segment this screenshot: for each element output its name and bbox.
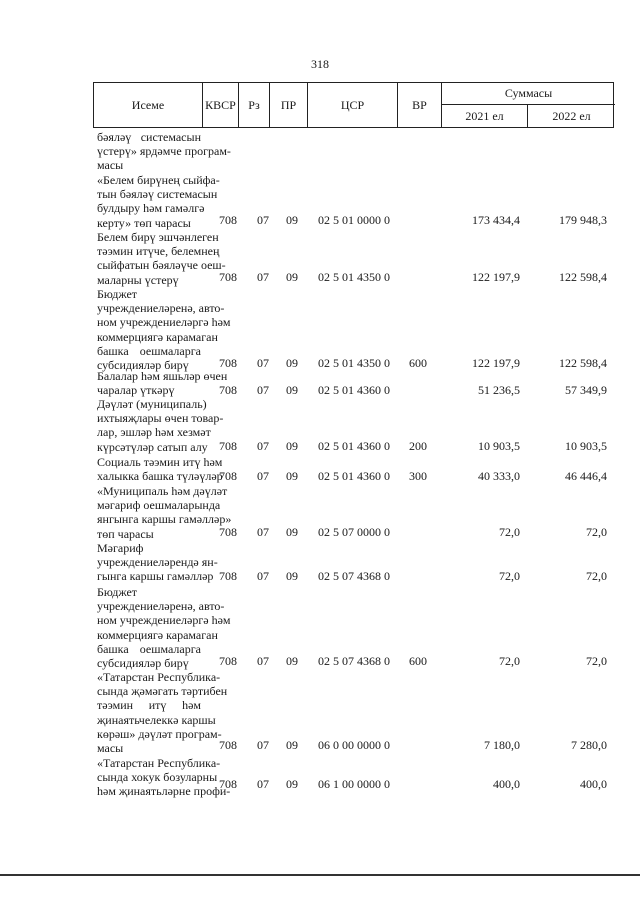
cell-kvsr: 708 <box>219 383 237 397</box>
row-name: «Белем бирүнең сыйфа- тын бәяләү системасын булдыру һәм гамәлгә керту» төп чарасы <box>97 173 220 230</box>
header-vr: ВР <box>398 83 442 127</box>
cell-kvsr: 708 <box>219 270 237 284</box>
page-number: 318 <box>311 57 329 71</box>
cell-2022: 57 349,9 <box>565 383 607 397</box>
cell-csr: 02 5 01 4360 0 <box>318 469 390 483</box>
cell-2021: 7 180,0 <box>484 738 520 752</box>
cell-rz: 07 <box>257 270 269 284</box>
cell-pr: 09 <box>286 213 298 227</box>
cell-rz: 07 <box>257 356 269 370</box>
row-name: Мәгариф учреждениеләрендә ян- гынга каршы гамәлләр <box>97 541 218 584</box>
cell-pr: 09 <box>286 356 298 370</box>
cell-2021: 173 434,4 <box>472 213 520 227</box>
cell-2022: 122 598,4 <box>559 356 607 370</box>
cell-rz: 07 <box>257 777 269 791</box>
header-rz: Рз <box>239 83 270 127</box>
cell-csr: 02 5 07 4368 0 <box>318 654 390 668</box>
cell-2022: 7 280,0 <box>571 738 607 752</box>
row-name: Дәүләт (муниципаль) ихтыяҗлары өчен товар- лар, эшләр һәм хезмәт күрсәтүләр сатып алу <box>97 397 224 454</box>
cell-csr: 02 5 01 4350 0 <box>318 270 390 284</box>
header-year-2022: 2022 ел <box>552 109 591 123</box>
cell-rz: 07 <box>257 383 269 397</box>
header-sums: Суммасы <box>442 83 615 105</box>
row-name: Социаль тәэмин итү һәм халыкка башка түләүләр <box>97 455 223 484</box>
row-name: Белем бирү эшчәнлеген тәэмин итүче, белемнең сыйфатын бәяләүче оеш- маларны үстерү <box>97 230 226 287</box>
cell-2022: 72,0 <box>586 654 607 668</box>
cell-kvsr: 708 <box>219 439 237 453</box>
cell-pr: 09 <box>286 738 298 752</box>
cell-pr: 09 <box>286 270 298 284</box>
cell-rz: 07 <box>257 569 269 583</box>
cell-2021: 51 236,5 <box>478 383 520 397</box>
cell-pr: 09 <box>286 654 298 668</box>
header-csr: ЦСР <box>308 83 398 127</box>
cell-2021: 400,0 <box>493 777 520 791</box>
cell-2022: 179 948,3 <box>559 213 607 227</box>
page-bottom-rule <box>0 874 640 876</box>
cell-vr: 600 <box>409 654 427 668</box>
cell-pr: 09 <box>286 569 298 583</box>
cell-2022: 72,0 <box>586 525 607 539</box>
cell-kvsr: 708 <box>219 469 237 483</box>
cell-2022: 122 598,4 <box>559 270 607 284</box>
cell-pr: 09 <box>286 439 298 453</box>
cell-2022: 10 903,5 <box>565 439 607 453</box>
cell-kvsr: 708 <box>219 777 237 791</box>
cell-csr: 02 5 01 4360 0 <box>318 383 390 397</box>
cell-kvsr: 708 <box>219 569 237 583</box>
cell-vr: 200 <box>409 439 427 453</box>
cell-2021: 72,0 <box>499 569 520 583</box>
cell-kvsr: 708 <box>219 356 237 370</box>
cell-kvsr: 708 <box>219 525 237 539</box>
cell-pr: 09 <box>286 777 298 791</box>
cell-csr: 06 1 00 0000 0 <box>318 777 390 791</box>
header-year-2021: 2021 ел <box>442 105 528 128</box>
row-name: «Муниципаль һәм дәүләт мәгариф оешмаларында янгынга каршы гамәлләр» төп чарасы <box>97 484 232 541</box>
row-name: «Татарстан Республика- сында хокук бозуларны һәм җинаятьләрне профи- <box>97 756 231 799</box>
row-name: бәяләү системасын үстерү» ярдәмче програм- масы <box>97 130 231 173</box>
cell-2021: 40 333,0 <box>478 469 520 483</box>
cell-rz: 07 <box>257 738 269 752</box>
cell-vr: 600 <box>409 356 427 370</box>
cell-csr: 02 5 01 4360 0 <box>318 439 390 453</box>
cell-csr: 02 5 01 0000 0 <box>318 213 390 227</box>
cell-kvsr: 708 <box>219 738 237 752</box>
header-kvsr: КВСР <box>203 83 239 127</box>
cell-kvsr: 708 <box>219 654 237 668</box>
cell-2021: 10 903,5 <box>478 439 520 453</box>
cell-rz: 07 <box>257 213 269 227</box>
cell-csr: 02 5 07 0000 0 <box>318 525 390 539</box>
row-name: «Татарстан Республика- сында җәмәгать тәртибен тәэмин итү һәм җинаятьчелеккә каршы көрәш» дәүләт програм- масы <box>97 670 228 756</box>
cell-rz: 07 <box>257 439 269 453</box>
cell-2022: 46 446,4 <box>565 469 607 483</box>
cell-2022: 72,0 <box>586 569 607 583</box>
cell-pr: 09 <box>286 525 298 539</box>
cell-2021: 72,0 <box>499 654 520 668</box>
header-name: Исеме <box>94 83 203 127</box>
row-name: Бюджет учреждениеләренә, авто- ном учреждениеләргә һәм коммерциягә карамаган башка оешмаларга субсидияләр бирү <box>97 585 231 671</box>
cell-rz: 07 <box>257 525 269 539</box>
cell-csr: 06 0 00 0000 0 <box>318 738 390 752</box>
cell-vr: 300 <box>409 469 427 483</box>
row-name: Балалар һәм яшьләр өчен чаралар үткәрү <box>97 369 228 398</box>
cell-2021: 72,0 <box>499 525 520 539</box>
cell-2022: 400,0 <box>580 777 607 791</box>
cell-pr: 09 <box>286 469 298 483</box>
cell-kvsr: 708 <box>219 213 237 227</box>
cell-2021: 122 197,9 <box>472 270 520 284</box>
cell-rz: 07 <box>257 654 269 668</box>
header-pr: ПР <box>270 83 308 127</box>
cell-csr: 02 5 01 4350 0 <box>318 356 390 370</box>
row-name: Бюджет учреждениеләренә, авто- ном учреждениеләргә һәм коммерциягә карамаган башка оешмаларга субсидияләр бирү <box>97 287 231 373</box>
cell-csr: 02 5 07 4368 0 <box>318 569 390 583</box>
cell-2021: 122 197,9 <box>472 356 520 370</box>
cell-rz: 07 <box>257 469 269 483</box>
cell-pr: 09 <box>286 383 298 397</box>
